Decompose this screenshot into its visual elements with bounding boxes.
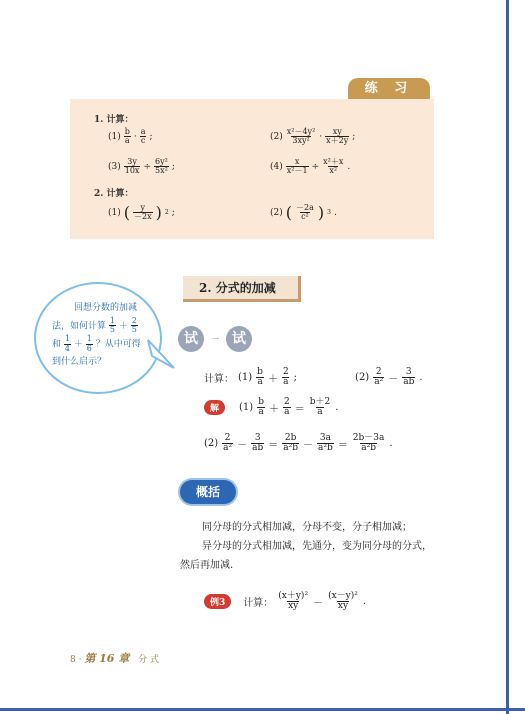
- fraction: [257, 398, 265, 418]
- item-index: (2): [355, 372, 370, 384]
- try-char-1: 试: [178, 326, 204, 352]
- numerator: b: [258, 397, 264, 407]
- example-label: 计算：: [243, 598, 274, 610]
- q2-item-2: [270, 204, 337, 222]
- item-index: (1): [239, 402, 254, 414]
- numerator: 2b－3a: [352, 433, 385, 443]
- q2-item-1: [108, 204, 175, 222]
- denominator: 5x²: [155, 166, 168, 176]
- example-3-line: [204, 592, 366, 612]
- fraction: [373, 368, 384, 388]
- item-index: (1): [108, 207, 121, 218]
- fraction: [286, 128, 317, 146]
- item-index: (2): [270, 131, 283, 142]
- numerator: 2: [282, 367, 289, 377]
- denominator: a: [317, 407, 323, 418]
- page-border-bottom: [0, 708, 525, 711]
- fraction: [286, 158, 309, 176]
- summary-line-3: 然后再加减.: [180, 560, 234, 571]
- fraction: [256, 368, 264, 388]
- fraction: [109, 317, 116, 335]
- denominator: ab: [252, 443, 264, 454]
- practice-banner: 练 习: [348, 78, 430, 100]
- bubble-text: [52, 300, 156, 371]
- equals-sign: ＝: [294, 404, 305, 416]
- try-char-3: 试: [226, 326, 252, 352]
- numerator: 2: [131, 316, 137, 325]
- denominator: ab: [403, 377, 415, 388]
- numerator: 3a: [319, 433, 331, 443]
- compute-label: 计算：: [204, 374, 234, 386]
- right-paren: ): [155, 202, 162, 222]
- punctuation: ;: [171, 207, 175, 218]
- q1-item-3: [108, 158, 175, 176]
- fraction: [140, 128, 147, 146]
- numerator: 3: [405, 367, 412, 377]
- denominator: a²b: [318, 443, 333, 454]
- numerator: b: [124, 127, 130, 136]
- denominator: a: [284, 407, 290, 418]
- bubble-line-4: 到什么启示？: [52, 356, 107, 367]
- denominator: 5: [109, 325, 115, 335]
- operator: ＋: [118, 321, 128, 332]
- punctuation: .: [419, 372, 423, 384]
- denominator: 6: [86, 343, 92, 353]
- summary-line-1: 同分母的分式相加减，分母不变，分子相加减；: [202, 522, 412, 533]
- fraction: [322, 158, 344, 176]
- denominator: x²: [329, 166, 338, 176]
- operator: ＋: [267, 374, 278, 386]
- section-title: 2. 分式的加减: [183, 276, 301, 302]
- q1-item-4: [270, 158, 350, 176]
- question-1-label: 1. 计算：: [94, 115, 134, 125]
- fraction: [295, 204, 315, 222]
- solution-line-2: [204, 434, 393, 454]
- denominator: a: [257, 377, 263, 388]
- denominator: 4: [64, 343, 70, 353]
- punctuation: .: [347, 161, 351, 172]
- denominator: a²: [223, 443, 233, 454]
- summary-line-2: 异分母的分式相加减，先通分，变为同分母的分式，: [202, 541, 432, 552]
- fraction: [352, 434, 386, 454]
- operator: ÷: [143, 161, 151, 172]
- fraction: [251, 434, 264, 454]
- numerator: －2a: [296, 203, 314, 212]
- try-it-heading: [178, 326, 258, 352]
- operator: －: [388, 374, 399, 386]
- numerator: x: [294, 157, 300, 166]
- compute-line: [204, 368, 423, 388]
- denominator: a: [258, 407, 264, 418]
- equals-sign: ＝: [268, 440, 279, 452]
- numerator: a: [140, 127, 146, 136]
- denominator: a²: [374, 377, 384, 388]
- item-index: (4): [270, 161, 283, 172]
- item-index: (1): [238, 372, 253, 384]
- numerator: 3: [254, 433, 261, 443]
- numerator: b＋2: [309, 397, 331, 407]
- operator: ÷: [311, 161, 320, 172]
- q1-item-1: [108, 128, 153, 146]
- numerator: x²＋x: [323, 157, 344, 166]
- denominator: 5: [131, 325, 137, 335]
- numerator: 3y: [127, 157, 137, 166]
- operator: －: [313, 598, 324, 610]
- numerator: 2b: [284, 433, 297, 443]
- page-footer: [70, 650, 159, 666]
- denominator: a: [283, 377, 289, 388]
- bubble-line-1: 回想分数的加减: [74, 303, 138, 313]
- bubble-line-2: [52, 317, 156, 335]
- punctuation: .: [333, 207, 337, 218]
- fraction: [325, 128, 349, 146]
- left-paren: (: [285, 202, 292, 222]
- item-index: (3): [108, 161, 121, 172]
- denominator: a²b: [283, 443, 299, 454]
- fraction: [222, 434, 233, 454]
- solution-line-1: [204, 398, 338, 418]
- denominator: a: [124, 136, 130, 146]
- chapter-title: 分 式: [138, 655, 160, 665]
- punctuation: ;: [293, 372, 298, 384]
- right-paren: ): [317, 202, 325, 222]
- denominator: xy: [337, 601, 349, 612]
- fraction: [86, 335, 93, 353]
- numerator: 2: [224, 433, 231, 443]
- bubble-text-segment: 和: [52, 339, 62, 350]
- denominator: 10x: [124, 166, 140, 176]
- bubble-text-segment: 法，如何计算: [52, 321, 107, 332]
- fraction: [327, 592, 359, 612]
- numerator: 1: [109, 316, 115, 325]
- try-char-2: 一: [211, 335, 219, 344]
- example-badge: 例3: [204, 594, 231, 609]
- page-border-right: [506, 0, 509, 714]
- denominator: c²: [301, 212, 309, 222]
- equals-sign: ＝: [337, 440, 348, 452]
- punctuation: ;: [149, 131, 153, 142]
- numerator: (x＋y)²: [278, 591, 309, 601]
- bubble-line-3: [52, 335, 156, 353]
- fraction: [133, 204, 153, 222]
- denominator: a²b: [361, 443, 376, 454]
- operator: ·: [319, 131, 323, 142]
- question-2-label: 2. 计算：: [94, 189, 134, 199]
- fraction: [124, 158, 141, 176]
- denominator: c: [140, 136, 146, 146]
- item-index: (2): [204, 438, 219, 450]
- denominator: －2x: [134, 212, 152, 222]
- item-index: (2): [270, 207, 283, 218]
- fraction: [154, 158, 169, 176]
- numerator: x²－4y²: [286, 127, 316, 136]
- operator: －: [303, 440, 314, 452]
- punctuation: ;: [352, 131, 356, 142]
- fraction: [283, 398, 291, 418]
- denominator: xy: [288, 601, 299, 612]
- numerator: 2: [283, 397, 290, 407]
- page-number: 8 ·: [70, 655, 82, 665]
- fraction: [282, 434, 299, 454]
- fraction: [317, 434, 334, 454]
- operator: －: [237, 440, 248, 452]
- exponent: 3: [327, 209, 331, 217]
- numerator: 1: [64, 334, 70, 344]
- exponent: 2: [164, 209, 169, 217]
- bubble-text-segment: ？从中可得: [95, 339, 141, 350]
- chapter-label: 第 16 章: [84, 652, 130, 665]
- numerator: 2: [375, 367, 382, 377]
- numerator: (x－y)²: [328, 591, 358, 601]
- item-index: (1): [108, 131, 121, 142]
- punctuation: .: [335, 402, 339, 414]
- operator: ＋: [73, 339, 83, 350]
- denominator: x＋2y: [326, 136, 349, 146]
- solution-badge: 解: [204, 400, 225, 415]
- operator: ·: [133, 131, 137, 142]
- summary-badge: 概括: [180, 480, 236, 504]
- operator: ＋: [268, 404, 279, 416]
- fraction: [309, 398, 332, 418]
- fraction: [402, 368, 415, 388]
- numerator: xy: [332, 127, 342, 136]
- left-paren: (: [123, 202, 130, 222]
- fraction: [277, 592, 309, 612]
- punctuation: .: [362, 596, 367, 608]
- fraction: [131, 317, 138, 335]
- numerator: b: [257, 367, 263, 377]
- q1-item-2: [270, 128, 355, 146]
- numerator: 1: [86, 334, 92, 344]
- denominator: 3xy²: [292, 136, 310, 146]
- punctuation: .: [389, 438, 393, 450]
- fraction: [64, 335, 71, 353]
- fraction: [124, 128, 131, 146]
- fraction: [282, 368, 290, 388]
- denominator: x²－1: [286, 166, 308, 176]
- punctuation: ;: [171, 161, 175, 172]
- numerator: 6y²: [155, 157, 168, 166]
- numerator: y: [140, 203, 146, 212]
